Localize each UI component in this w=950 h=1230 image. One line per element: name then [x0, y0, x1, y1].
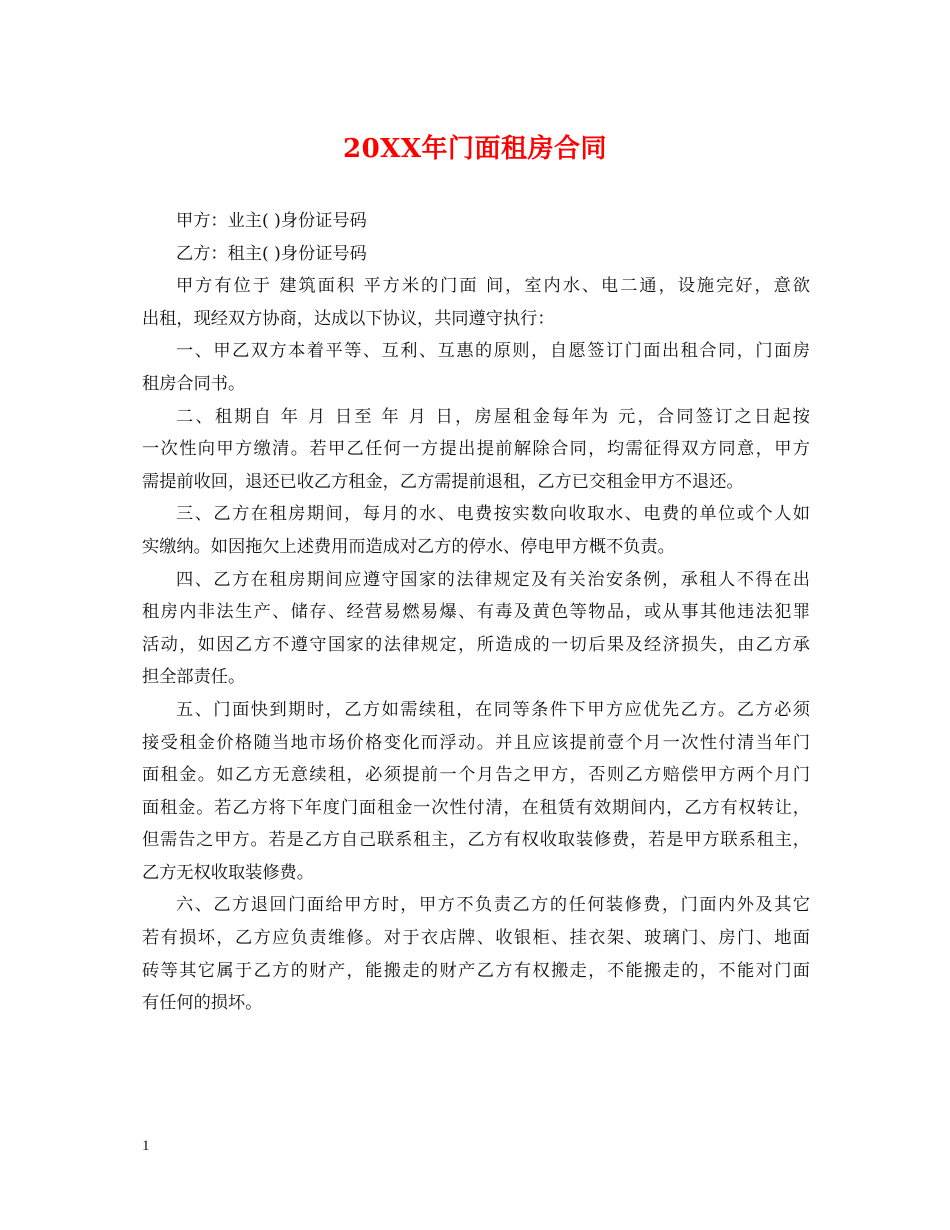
clause-5-line-4: 面租金。若乙方将下年度门面租金一次性付清，在租赁有效期间内，乙方有权转让， — [142, 797, 810, 818]
clause-4-line-3: 活动，如因乙方不遵守国家的法律规定，所造成的一切后果及经济损失，由乙方承 — [142, 634, 810, 655]
clause-4-line-4: 担全部责任。 — [142, 667, 246, 688]
clause-2-line-2: 一次性向甲方缴清。若甲乙任何一方提出提前解除合同，均需征得双方同意，甲方 — [142, 439, 810, 460]
clause-2-line-3: 需提前收回，退还已收乙方租金，乙方需提前退租，乙方已交租金甲方不退还。 — [142, 471, 744, 492]
clause-4-line-1: 四、乙方在租房期间应遵守国家的法律规定及有关治安条例，承租人不得在出 — [176, 569, 810, 590]
clause-3-line-1: 三、乙方在租房期间，每月的水、电费按实数向收取水、电费的单位或个人如 — [176, 504, 810, 525]
clause-1-line-1: 一、甲乙双方本着平等、互利、互惠的原则，自愿签订门面出租合同，门面房 — [176, 341, 810, 362]
clause-2-line-1: 二、租期自 年 月 日至 年 月 日，房屋租金每年为 元，合同签订之日起按 — [176, 406, 810, 427]
page-number: 1 — [142, 1138, 150, 1154]
party-a-line: 甲方：业主( )身份证号码 — [176, 211, 367, 231]
clause-4-line-2: 租房内非法生产、储存、经营易燃易爆、有毒及黄色等物品，或从事其他违法犯罪 — [142, 602, 810, 623]
clause-1-line-2: 租房合同书。 — [142, 373, 246, 394]
contract-body — [142, 205, 810, 1020]
intro-line-2: 出租，现经双方协商，达成以下协议，共同遵守执行： — [142, 308, 555, 329]
clause-5-line-5: 但需告之甲方。若是乙方自己联系租主，乙方有权收取装修费，若是甲方联系租主， — [142, 830, 810, 851]
clause-5-line-3: 面租金。如乙方无意续租，必须提前一个月告之甲方，否则乙方赔偿甲方两个月门 — [142, 765, 810, 786]
intro-line-1: 甲方有位于 建筑面积 平方米的门面 间，室内水、电二通，设施完好，意欲 — [176, 276, 810, 297]
party-b-line: 乙方：租主( )身份证号码 — [176, 243, 367, 264]
clause-6-line-4: 有任何的损坏。 — [142, 993, 263, 1014]
clause-3-line-2: 实缴纳。如因拖欠上述费用而造成对乙方的停水、停电甲方概不负责。 — [142, 536, 675, 557]
clause-5-line-6: 乙方无权收取装修费。 — [142, 862, 314, 883]
clause-6-line-3: 砖等其它属于乙方的财产，能搬走的财产乙方有权搬走，不能搬走的，不能对门面 — [142, 960, 810, 981]
clause-6-line-2: 若有损坏，乙方应负责维修。对于衣店牌、收银柜、挂衣架、玻璃门、房门、地面 — [142, 928, 810, 949]
document-title: 20XX年门面租房合同 — [342, 134, 608, 164]
clause-6-line-1: 六、乙方退回门面给甲方时，甲方不负责乙方的任何装修费，门面内外及其它 — [176, 895, 810, 916]
clause-5-line-1: 五、门面快到期时，乙方如需续租，在同等条件下甲方应优先乙方。乙方必须 — [176, 699, 810, 720]
clause-5-line-2: 接受租金价格随当地市场价格变化而浮动。并且应该提前壹个月一次性付清当年门 — [142, 732, 810, 753]
